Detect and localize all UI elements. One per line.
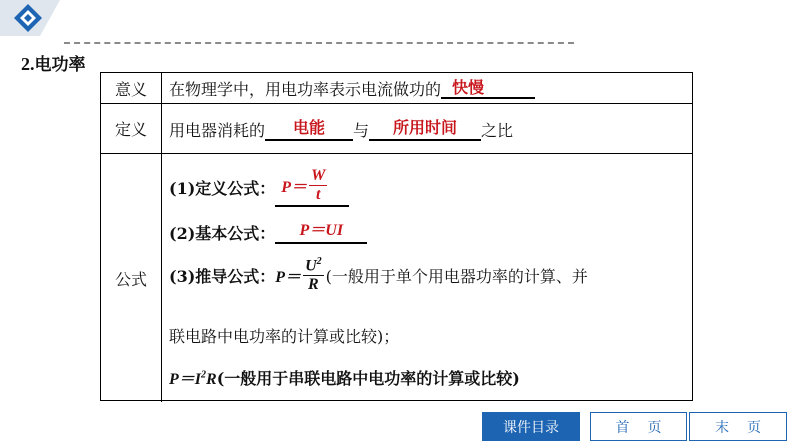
directory-button[interactable]: 课件目录 — [482, 412, 580, 441]
definition-mid: 与 — [353, 121, 370, 140]
definition-answer-time: 所用时间 — [369, 119, 481, 141]
definition-answer-energy: 电能 — [265, 119, 353, 141]
formula-derive-label: (3)推导公式： — [169, 266, 276, 286]
table-row-meaning — [101, 73, 692, 104]
header-divider — [64, 42, 574, 44]
formula-derive-note-2: 联电路中电功率的计算或比较)； — [169, 327, 400, 346]
formula-derive-note-1: (一般用于单个用电器功率的计算、并 — [325, 266, 588, 286]
formula-series-expr: $P=I^2R$ — [169, 369, 217, 388]
first-page-button[interactable]: 首页 — [590, 412, 687, 441]
table-row-formula — [101, 154, 692, 402]
row-label-definition: 定义 — [101, 104, 162, 153]
section-title — [21, 50, 86, 75]
row-label-meaning: 意义 — [101, 73, 162, 103]
definition-pre: 用电器消耗的 — [169, 121, 266, 140]
formula-basic-answer: P＝UI — [275, 222, 367, 244]
last-page-button[interactable]: 末页 — [689, 412, 787, 441]
formula-def-label: (1)定义公式： — [169, 179, 276, 198]
meaning-text: 在物理学中，用电功率表示电流做功的 — [169, 80, 442, 99]
formula-derive-expr: P＝ $\frac{U^2}{R}$ — [275, 256, 322, 294]
meaning-answer: 快慢 — [441, 79, 535, 99]
formula-series-note: (一般用于串联电路中电功率的计算或比较) — [216, 369, 520, 388]
power-table — [100, 72, 693, 401]
formula-def-answer: P＝ $\frac{W}{t}$ — [275, 168, 349, 207]
row-label-formula: 公式 — [101, 154, 162, 402]
formula-basic-label: (2)基本公式： — [169, 224, 276, 243]
logo-icon — [0, 0, 64, 42]
section-title-text: 电功率 — [34, 55, 86, 75]
definition-post: 之比 — [481, 121, 514, 140]
table-row-definition — [101, 104, 692, 154]
section-number: 2. — [21, 54, 35, 74]
